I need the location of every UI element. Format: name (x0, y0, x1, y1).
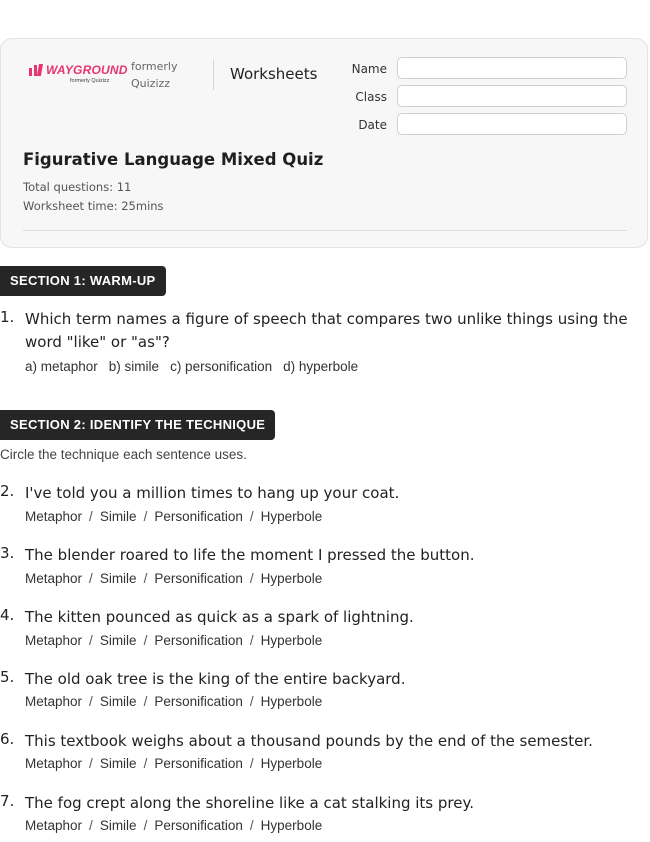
question-number: 7. (0, 792, 15, 810)
header-bottom-divider (23, 230, 627, 231)
option-metaphor[interactable]: Metaphor (25, 756, 83, 771)
question-number: 5. (0, 668, 15, 686)
logo-wordmark: WAYGROUND (46, 63, 128, 77)
question-text: This textbook weighs about a thousand pounds by the end of the semester. (25, 732, 593, 750)
worksheet-time: Worksheet time: 25mins (23, 199, 164, 213)
technique-options (25, 633, 322, 648)
question-text: The blender roared to life the moment I pressed the button. (25, 546, 475, 564)
option-personification[interactable]: Personification (154, 694, 243, 709)
option-separator: / (143, 818, 148, 833)
option-hyperbole[interactable]: Hyperbole (260, 818, 323, 833)
option-b[interactable]: b) simile (108, 359, 160, 374)
class-field[interactable] (397, 85, 627, 107)
technique-options (25, 694, 322, 709)
class-label: Class (355, 90, 387, 104)
question-text: The fog crept along the shoreline like a cat stalking its prey. (25, 794, 474, 812)
name-field[interactable] (397, 57, 627, 79)
option-simile[interactable]: Simile (99, 571, 137, 586)
option-a[interactable]: a) metaphor (25, 359, 98, 374)
option-separator: / (143, 694, 148, 709)
option-personification[interactable]: Personification (154, 818, 243, 833)
question-number: 1. (0, 308, 15, 326)
question-number: 3. (0, 544, 15, 562)
date-field[interactable] (397, 113, 627, 135)
total-questions: Total questions: 11 (23, 180, 132, 194)
option-metaphor[interactable]: Metaphor (25, 571, 83, 586)
technique-options (25, 571, 322, 586)
option-metaphor[interactable]: Metaphor (25, 818, 83, 833)
option-metaphor[interactable]: Metaphor (25, 509, 83, 524)
option-separator: / (249, 633, 254, 648)
option-personification[interactable]: Personification (154, 756, 243, 771)
question-number: 2. (0, 482, 15, 500)
option-hyperbole[interactable]: Hyperbole (260, 694, 323, 709)
option-hyperbole[interactable]: Hyperbole (260, 571, 323, 586)
option-personification[interactable]: Personification (154, 571, 243, 586)
option-simile[interactable]: Simile (99, 818, 137, 833)
option-simile[interactable]: Simile (99, 633, 137, 648)
option-separator: / (143, 633, 148, 648)
option-simile[interactable]: Simile (99, 694, 137, 709)
section-1-heading: SECTION 1: WARM-UP (0, 266, 166, 296)
worksheets-title: Worksheets (230, 65, 318, 83)
option-separator: / (249, 818, 254, 833)
option-separator: / (143, 756, 148, 771)
option-separator: / (143, 571, 148, 586)
option-c[interactable]: c) personification (170, 359, 273, 374)
option-hyperbole[interactable]: Hyperbole (260, 633, 323, 648)
name-label: Name (351, 62, 387, 76)
question-text: The kitten pounced as quick as a spark of lightning. (25, 608, 414, 626)
question-text: The old oak tree is the king of the entire backyard. (25, 670, 406, 688)
option-hyperbole[interactable]: Hyperbole (260, 509, 323, 524)
option-separator: / (89, 509, 93, 524)
question-text: I've told you a million times to hang up your coat. (25, 484, 400, 502)
formerly-quizizz-note: formerly Quizizz (131, 60, 178, 90)
answer-options (25, 359, 369, 374)
section-2-heading: SECTION 2: IDENTIFY THE TECHNIQUE (0, 410, 275, 440)
logo-mark-icon (29, 64, 44, 76)
question-text: Which term names a figure of speech that compares two unlike things using the word "like" or "as"? (25, 310, 628, 351)
option-separator: / (89, 756, 93, 771)
option-separator: / (89, 633, 93, 648)
option-separator: / (89, 571, 93, 586)
quiz-title: Figurative Language Mixed Quiz (23, 150, 324, 169)
option-hyperbole[interactable]: Hyperbole (260, 756, 323, 771)
option-separator: / (143, 509, 148, 524)
technique-options (25, 818, 322, 833)
date-label: Date (358, 118, 387, 132)
logo-subtitle: formerly Quizizz (70, 78, 110, 84)
option-personification[interactable]: Personification (154, 633, 243, 648)
option-separator: / (249, 756, 254, 771)
option-separator: / (89, 818, 93, 833)
question-number: 4. (0, 606, 15, 624)
section-instruction: Circle the technique each sentence uses. (0, 447, 247, 462)
option-simile[interactable]: Simile (99, 756, 137, 771)
option-simile[interactable]: Simile (99, 509, 137, 524)
option-metaphor[interactable]: Metaphor (25, 694, 83, 709)
option-separator: / (89, 694, 93, 709)
question-number: 6. (0, 730, 15, 748)
option-separator: / (249, 694, 254, 709)
option-personification[interactable]: Personification (154, 509, 243, 524)
technique-options (25, 509, 322, 524)
option-metaphor[interactable]: Metaphor (25, 633, 83, 648)
option-d[interactable]: d) hyperbole (283, 359, 359, 374)
wayground-logo (29, 63, 128, 85)
technique-options (25, 756, 322, 771)
option-separator: / (249, 509, 254, 524)
header-divider (213, 59, 214, 90)
option-separator: / (249, 571, 254, 586)
